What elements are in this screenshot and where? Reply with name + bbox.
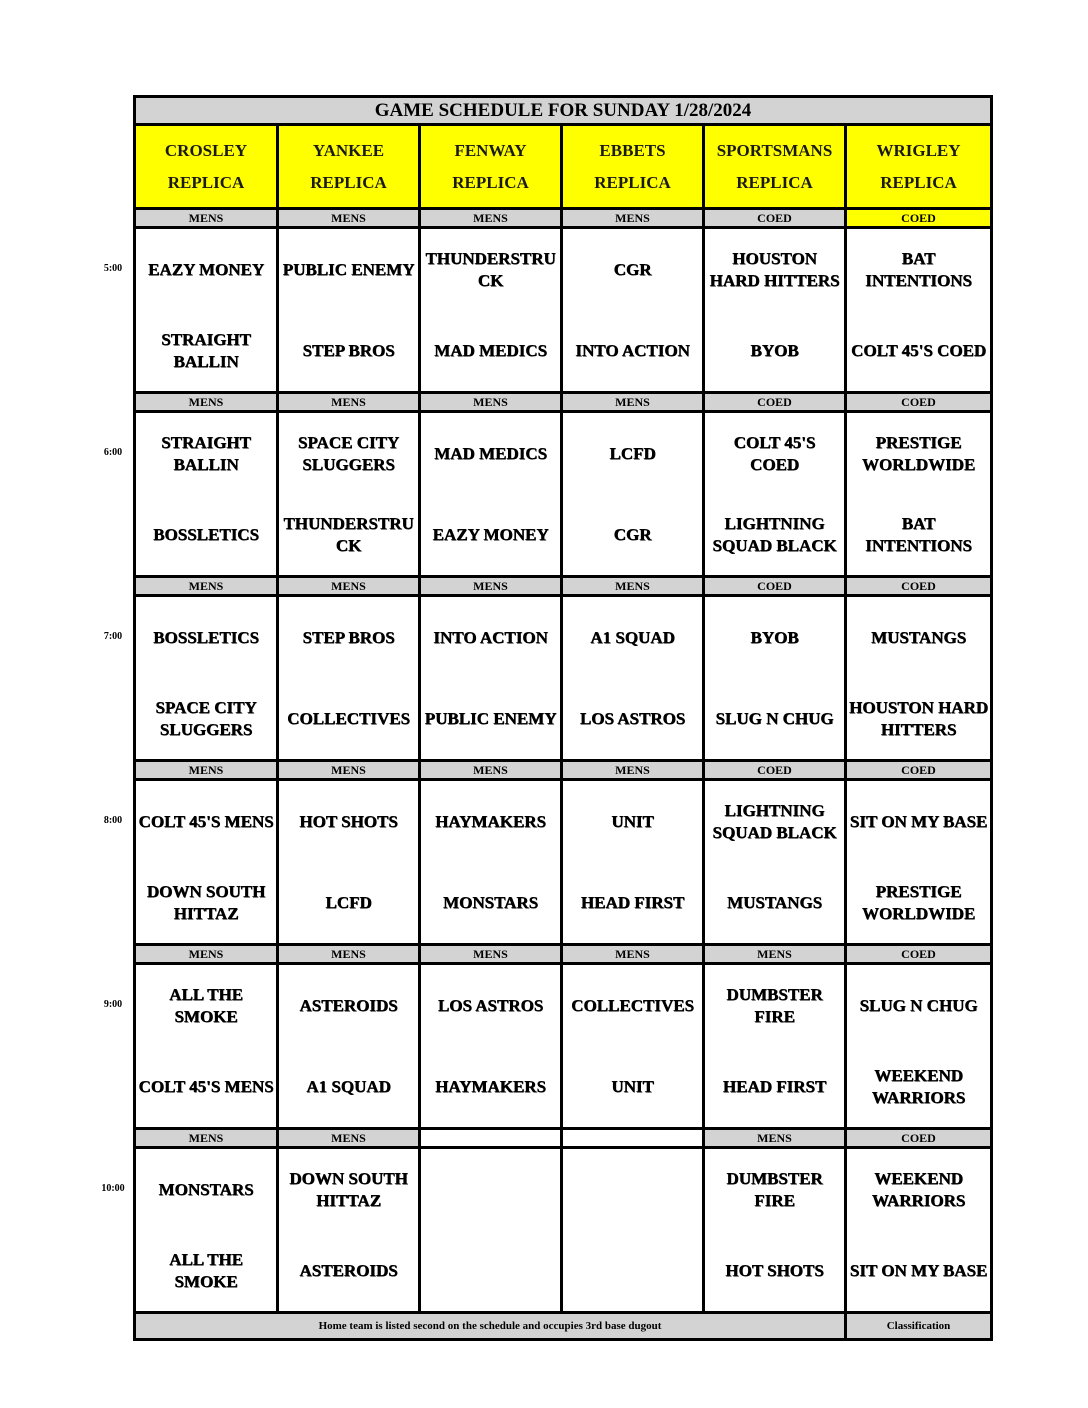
away-team: UNIT [611,811,654,831]
division-label: MENS [278,761,420,780]
home-team: ASTEROIDS [299,1260,398,1280]
game-cell [846,964,992,1129]
away-team: BOSSLETICS [153,627,259,647]
away-team: ALL THE SMOKE [169,984,243,1026]
division-label: MENS [278,945,420,964]
field-sub: REPLICA [594,172,671,192]
division-label: COED [846,393,992,412]
field-header [846,125,992,209]
field-name: CROSLEY [164,140,248,160]
division-label: MENS [420,209,562,228]
away-team: CGR [613,259,652,279]
division-label [420,1129,562,1148]
game-cell [562,596,704,761]
home-team: PUBLIC ENEMY [424,708,557,728]
game-cell [420,412,562,577]
away-team: PRESTIGE WORLDWIDE [861,432,976,474]
game-cell [704,228,846,393]
away-team: DUMBSTER FIRE [726,1168,823,1210]
division-label: COED [846,761,992,780]
division-label: COED [704,393,846,412]
division-row [135,393,992,412]
home-team: STRAIGHT BALLIN [161,329,251,371]
field-name: WRIGLEY [876,140,961,160]
field-header [420,125,562,209]
home-team: SLUG N CHUG [715,708,834,728]
home-team: WEEKEND WARRIORS [871,1065,966,1107]
away-team: LCFD [609,443,656,463]
away-team: COLLECTIVES [571,995,694,1015]
game-cell [278,780,420,945]
division-label: COED [846,577,992,596]
game-cell [278,1148,420,1313]
division-label: MENS [704,1129,846,1148]
away-team: HOUSTON HARD HITTERS [709,248,840,290]
schedule-table [133,95,993,1341]
time-label: 10:00 [101,1182,125,1194]
footer-classification: Classification [846,1313,992,1340]
game-row [135,412,992,577]
away-team: SIT ON MY BASE [849,811,988,831]
time-label: 5:00 [103,262,123,274]
away-team: STEP BROS [302,627,395,647]
away-team: PUBLIC ENEMY [282,259,415,279]
division-row [135,945,992,964]
division-label: MENS [135,1129,278,1148]
division-label: MENS [562,393,704,412]
game-cell [846,1148,992,1313]
away-team: INTO ACTION [433,627,548,647]
home-team: HOUSTON HARD HITTERS [849,697,989,739]
home-team: HEAD FIRST [580,892,685,912]
home-team: MONSTARS [442,892,539,912]
game-cell [704,412,846,577]
division-label: MENS [278,577,420,596]
game-cell [135,1148,278,1313]
field-sub: REPLICA [880,172,957,192]
division-label: MENS [420,393,562,412]
division-label: MENS [562,209,704,228]
field-header [704,125,846,209]
field-sub: REPLICA [736,172,813,192]
division-label: COED [846,945,992,964]
game-cell [562,412,704,577]
game-cell [562,228,704,393]
game-cell [278,964,420,1129]
division-label: MENS [135,761,278,780]
game-cell [704,780,846,945]
division-label: MENS [135,945,278,964]
home-team [421,1230,560,1311]
home-team: SIT ON MY BASE [849,1260,988,1280]
division-label: MENS [278,209,420,228]
home-team: MAD MEDICS [434,340,547,360]
home-team: A1 SQUAD [306,1076,391,1096]
away-team: WEEKEND WARRIORS [871,1168,966,1210]
away-team: MAD MEDICS [434,443,547,463]
game-cell [135,964,278,1129]
game-cell [846,228,992,393]
away-team: HOT SHOTS [299,811,398,831]
home-team: STEP BROS [302,340,395,360]
footer-row [135,1313,992,1340]
away-team: LOS ASTROS [437,995,544,1015]
division-label [562,1129,704,1148]
game-row [135,596,992,761]
game-cell [704,1148,846,1313]
division-label: MENS [135,209,278,228]
home-team: LCFD [325,892,372,912]
away-team: BAT INTENTIONS [865,248,972,290]
division-label: MENS [135,393,278,412]
field-name: FENWAY [454,140,527,160]
field-sub: REPLICA [310,172,387,192]
division-label: MENS [420,945,562,964]
away-team: BYOB [750,627,799,647]
game-cell [135,228,278,393]
game-cell [420,228,562,393]
game-cell [135,412,278,577]
home-team: LOS ASTROS [579,708,686,728]
time-label: 6:00 [103,446,123,458]
away-team: COLT 45'S COED [733,432,816,474]
game-cell [278,228,420,393]
game-cell [278,596,420,761]
game-cell [135,596,278,761]
away-team [563,1149,702,1230]
home-team: SPACE CITY SLUGGERS [155,697,257,739]
home-team: HEAD FIRST [722,1076,827,1096]
away-team: HAYMAKERS [435,811,546,831]
game-row [135,1148,992,1313]
division-label: MENS [562,577,704,596]
home-team: CGR [613,524,652,544]
division-label: MENS [704,945,846,964]
game-cell [420,780,562,945]
field-name: YANKEE [312,140,385,160]
home-team: INTO ACTION [575,340,690,360]
away-team: DUMBSTER FIRE [726,984,823,1026]
home-team: HOT SHOTS [725,1260,824,1280]
game-cell [704,596,846,761]
time-label: 9:00 [103,998,123,1010]
game-cell [846,412,992,577]
division-label: COED [704,577,846,596]
division-row [135,577,992,596]
game-row [135,780,992,945]
away-team: COLT 45'S MENS [138,811,274,831]
away-team: SPACE CITY SLUGGERS [297,432,400,474]
division-label: MENS [135,577,278,596]
home-team: UNIT [611,1076,654,1096]
field-name: EBBETS [599,140,666,160]
away-team: LIGHTNING SQUAD BLACK [712,800,837,842]
home-team: EAZY MONEY [432,524,549,544]
game-cell [846,596,992,761]
division-label: COED [846,209,992,228]
game-cell [846,780,992,945]
home-team: DOWN SOUTH HITTAZ [146,881,266,923]
away-team: DOWN SOUTH HITTAZ [289,1168,408,1210]
away-team: EAZY MONEY [147,259,264,279]
home-team: BAT INTENTIONS [865,513,972,555]
division-label: MENS [420,761,562,780]
home-team: HAYMAKERS [435,1076,546,1096]
away-team: ASTEROIDS [299,995,398,1015]
division-row [135,209,992,228]
field-header [135,125,278,209]
game-cell [420,964,562,1129]
game-cell [704,964,846,1129]
division-label: COED [704,209,846,228]
division-row [135,761,992,780]
away-team: A1 SQUAD [590,627,675,647]
division-label: COED [846,1129,992,1148]
game-cell [420,596,562,761]
game-cell [562,964,704,1129]
away-team: MONSTARS [158,1179,254,1199]
home-team [563,1230,702,1311]
division-label: MENS [278,1129,420,1148]
home-team: BOSSLETICS [153,524,259,544]
away-team [421,1149,560,1230]
schedule-title: GAME SCHEDULE FOR SUNDAY 1/28/2024 [135,97,992,125]
home-team: LIGHTNING SQUAD BLACK [712,513,837,555]
away-team: MUSTANGS [870,627,967,647]
game-cell [420,1148,562,1313]
field-name: SPORTSMANS [716,140,833,160]
game-cell [278,412,420,577]
field-header-row [135,125,992,209]
home-team: PRESTIGE WORLDWIDE [861,881,976,923]
time-label: 8:00 [103,814,123,826]
field-sub: REPLICA [167,172,245,192]
field-sub: REPLICA [452,172,529,192]
home-team: ALL THE SMOKE [169,1249,243,1291]
home-team: MUSTANGS [726,892,823,912]
footer-note: Home team is listed second on the schedule and occupies 3rd base dugout [135,1313,846,1340]
field-header [562,125,704,209]
game-cell [562,780,704,945]
home-team: COLT 45'S COED [850,340,987,360]
home-team: COLT 45'S MENS [138,1076,274,1096]
title-row [135,97,992,125]
time-label: 7:00 [103,630,123,642]
division-label: COED [704,761,846,780]
away-team: SLUG N CHUG [859,995,978,1015]
home-team: COLLECTIVES [287,708,410,728]
division-label: MENS [562,945,704,964]
division-row [135,1129,992,1148]
division-label: MENS [562,761,704,780]
away-team: THUNDERSTRU CK [425,248,556,290]
field-header [278,125,420,209]
game-cell [562,1148,704,1313]
away-team: STRAIGHT BALLIN [161,432,251,474]
game-row [135,228,992,393]
home-team: BYOB [750,340,799,360]
home-team: THUNDERSTRU CK [283,513,414,555]
game-cell [135,780,278,945]
division-label: MENS [420,577,562,596]
division-label: MENS [278,393,420,412]
game-row [135,964,992,1129]
